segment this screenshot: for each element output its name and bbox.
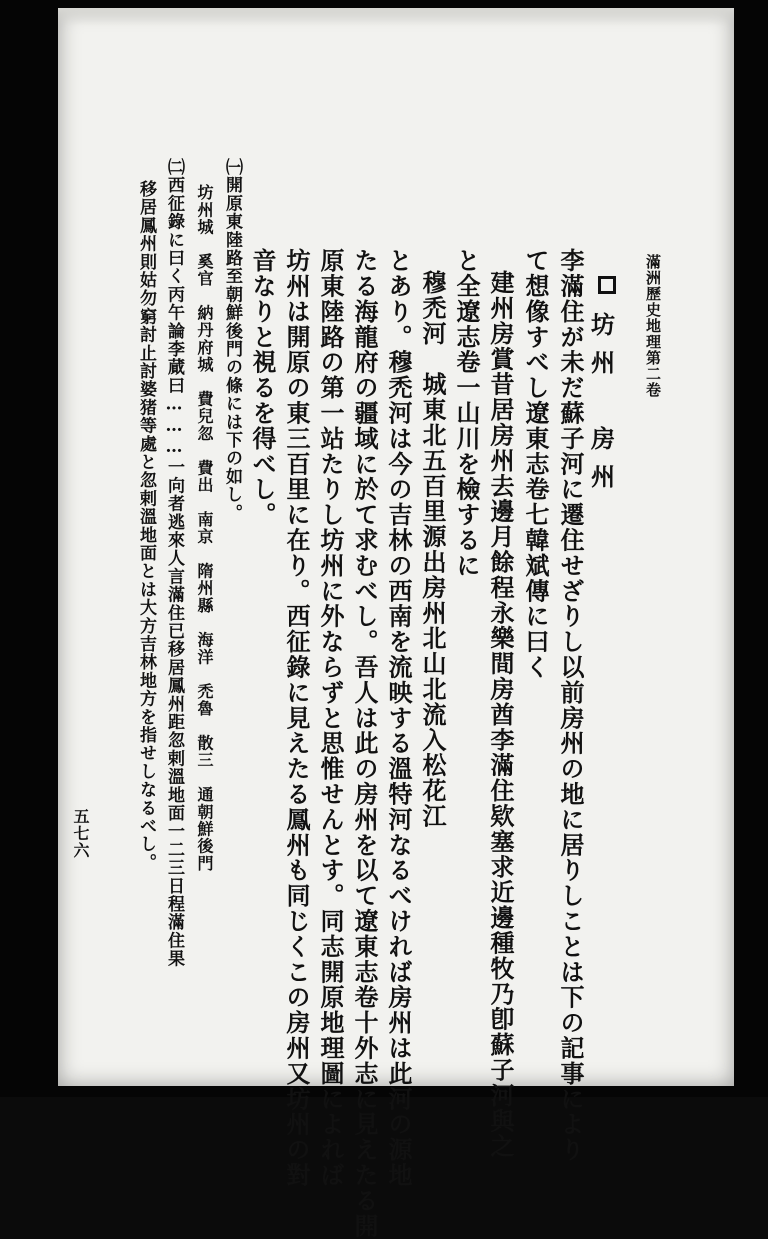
square-mark-icon	[598, 276, 616, 294]
text-column: 李滿住が未だ蘇子河に遷住せざりし以前房州の地に居りしことは下の記事により	[556, 248, 585, 1163]
page-number: 五七六	[71, 808, 90, 859]
text-column: 建州房賞昔居房州去邊月餘程永樂間房酋李滿住欵塞求近邊種牧乃卽蘇子河與之	[486, 270, 515, 1159]
text-column: とあり。穆禿河は今の吉林の西南を流映する溫特河なるべければ房州は此河の源地	[384, 248, 413, 1188]
section-title: 坊州 房州	[586, 312, 616, 502]
text-column: たる海龍府の疆域に於て求むべし。吾人は此の房州を以て遼東志卷十外志に見えたる開	[350, 248, 379, 1239]
running-header: 滿洲歷史地理第二卷	[644, 254, 662, 398]
footnote-1-route: 坊州城 奚官 納丹府城 費兒忽 費出 南京 隋州縣 海洋 禿魯 散三 通朝鮮後門	[195, 184, 214, 872]
text-column: 原東陸路の第一站たりし坊州に外ならずと思惟せんとす。同志開原地理圖によれば	[316, 248, 345, 1188]
footnote-2: ㈡西征錄に曰く丙午論李蕆曰………一向者逃來人言滿住已移居鳳州距忽剌溫地面一二三日程滿住果	[164, 158, 184, 968]
section-heading	[586, 276, 617, 502]
text-column: と全遼志卷一山川を檢するに	[452, 248, 481, 579]
text-column: 坊州は開原の東三百里に在り。西征錄に見えたる鳳州も同じくこの房州又坊州の對	[282, 248, 311, 1188]
text-column: 穆禿河 城東北五百里源出房州北山北流入松花江	[418, 270, 447, 829]
footnote-1: ㈠開原東陸路至朝鮮後門の條には下の如し。	[222, 158, 242, 522]
text-column: て想像すべし遼東志卷七韓斌傳に曰く	[521, 248, 550, 680]
text-column: 音なりと視るを得べし。	[248, 248, 277, 528]
book-page	[58, 8, 734, 1239]
footnote-2-continued: 移居鳳州則姑勿窮討止討婆猪等處と忽剌溫地面とは大方吉林地方を指せしなるべし。	[136, 180, 156, 872]
